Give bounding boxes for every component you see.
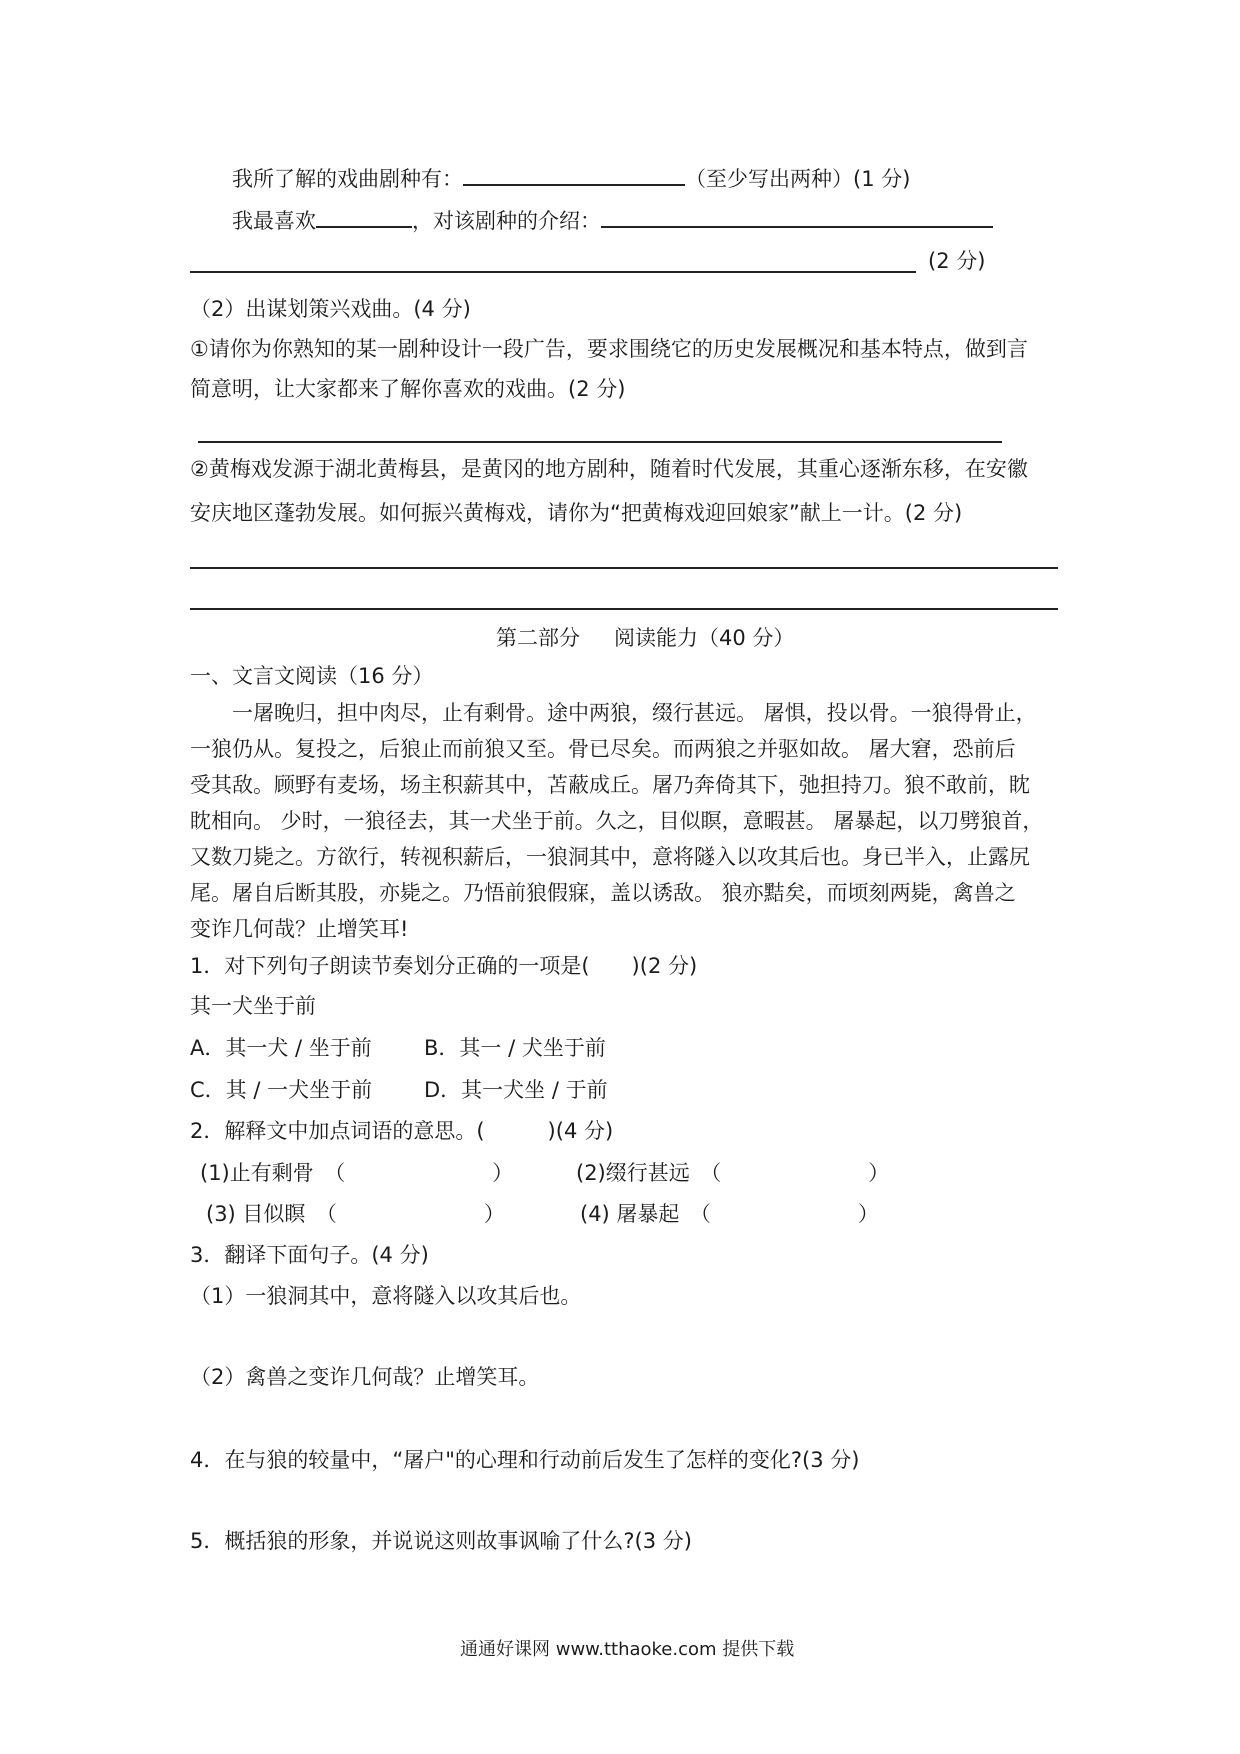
part2-heading-left: 第二部分 [496,626,580,650]
q2-1-line2: 简意明，让大家都来了解你喜欢的戏曲。(2 分) [190,377,626,401]
q3-item2: （2）禽兽之变诈几何哉？止增笑耳。 [190,1365,540,1389]
part2-heading-right: 阅读能力（40 分） [614,626,795,650]
q2-1-line1: ①请你为你熟知的某一剧种设计一段广告，要求围绕它的历史发展概况和基本特点，做到言 [190,337,1028,361]
passage-line: 受其敌。顾野有麦场，场主积薪其中，苫蔽成丘。屠乃奔倚其下，弛担持刀。狼不敢前，眈 [190,773,1030,797]
q2-stem: 2．解释文中加点词语的意思。( )(4 分) [190,1119,614,1143]
q1-option-a[interactable]: A．其一犬 / 坐于前 [190,1036,372,1060]
passage-line: 尾。屠自后断其股，亦毙之。乃悟前狼假寐，盖以诱敌。 狼亦黠矣，而顷刻两毙，禽兽之 [190,881,1016,905]
passage-line: 又数刀毙之。方欲行，转视积薪后，一狼洞其中，意将隧入以攻其后也。身已半入，止露尻 [190,845,1030,869]
q1-option-d[interactable]: D．其一犬坐 / 于前 [424,1078,608,1102]
q2-title: （2）出谋划策兴戏曲。(4 分) [190,297,471,321]
q2-item3: (3) 目似瞑 （ ） [206,1202,505,1226]
favorite-prefix: 我最喜欢 [232,209,316,233]
passage-line: 一狼仍从。复投之，后狼止而前狼又至。骨已尽矣。而两狼之并驱如故。 屠大窘，恐前后 [190,737,1016,761]
q2-item4: (4) 屠暴起 （ ） [580,1202,879,1226]
footer-text: 通通好课网 www.tthaoke.com 提供下载 [460,1639,795,1660]
q2-item2: (2)缀行甚远 （ ） [576,1161,890,1185]
answer-line[interactable] [190,271,916,273]
q3-stem: 3．翻译下面句子。(4 分) [190,1243,429,1267]
answer-line[interactable] [190,608,1058,610]
answer-blank[interactable] [601,200,993,228]
q3-item1: （1）一狼洞其中，意将隧入以攻其后也。 [190,1284,582,1308]
part2-heading [496,619,794,657]
favorite-score: (2 分) [928,249,986,273]
answer-line[interactable] [190,567,1058,569]
q1-option-b[interactable]: B．其一 / 犬坐于前 [424,1036,606,1060]
q1-sentence: 其一犬坐于前 [190,994,316,1018]
q1-stem: 1．对下列句子朗读节奏划分正确的一项是( )(2 分) [190,954,698,978]
q2-2-line1: ②黄梅戏发源于湖北黄梅县，是黄冈的地方剧种，随着时代发展，其重心逐渐东移，在安徽 [190,457,1028,481]
favorite-line [232,200,993,240]
passage-line: 变诈几何哉？止增笑耳! [190,917,409,941]
q2-item1: (1)止有剩骨 （ ） [200,1161,514,1185]
q1-option-c[interactable]: C．其 / 一犬坐于前 [190,1078,373,1102]
passage-line: 一屠晚归，担中肉尽，止有剩骨。途中两狼，缀行甚远。 屠惧，投以骨。一狼得骨止， [232,701,1037,725]
answer-line[interactable] [198,441,1002,443]
section1-title: 一、文言文阅读（16 分） [190,664,434,688]
q5-stem: 5．概括狼的形象，并说说这则故事讽喻了什么?(3 分) [190,1529,692,1553]
answer-blank[interactable] [463,158,685,186]
answer-blank[interactable] [316,200,412,228]
opera-types-suffix: （至少写出两种）(1 分) [685,167,911,191]
q4-stem: 4．在与狼的较量中，“屠户"的心理和行动前后发生了怎样的变化?(3 分) [190,1448,860,1472]
opera-types-prefix: 我所了解的戏曲剧种有： [232,167,463,191]
favorite-middle: ，对该剧种的介绍： [412,209,601,233]
opera-types-line [232,158,910,198]
passage-line: 眈相向。 少时，一狼径去，其一犬坐于前。久之，目似瞑，意暇甚。 屠暴起，以刀劈狼首， [190,809,1044,833]
q2-2-line2: 安庆地区蓬勃发展。如何振兴黄梅戏，请你为“把黄梅戏迎回娘家”献上一计。(2 分) [190,501,963,525]
